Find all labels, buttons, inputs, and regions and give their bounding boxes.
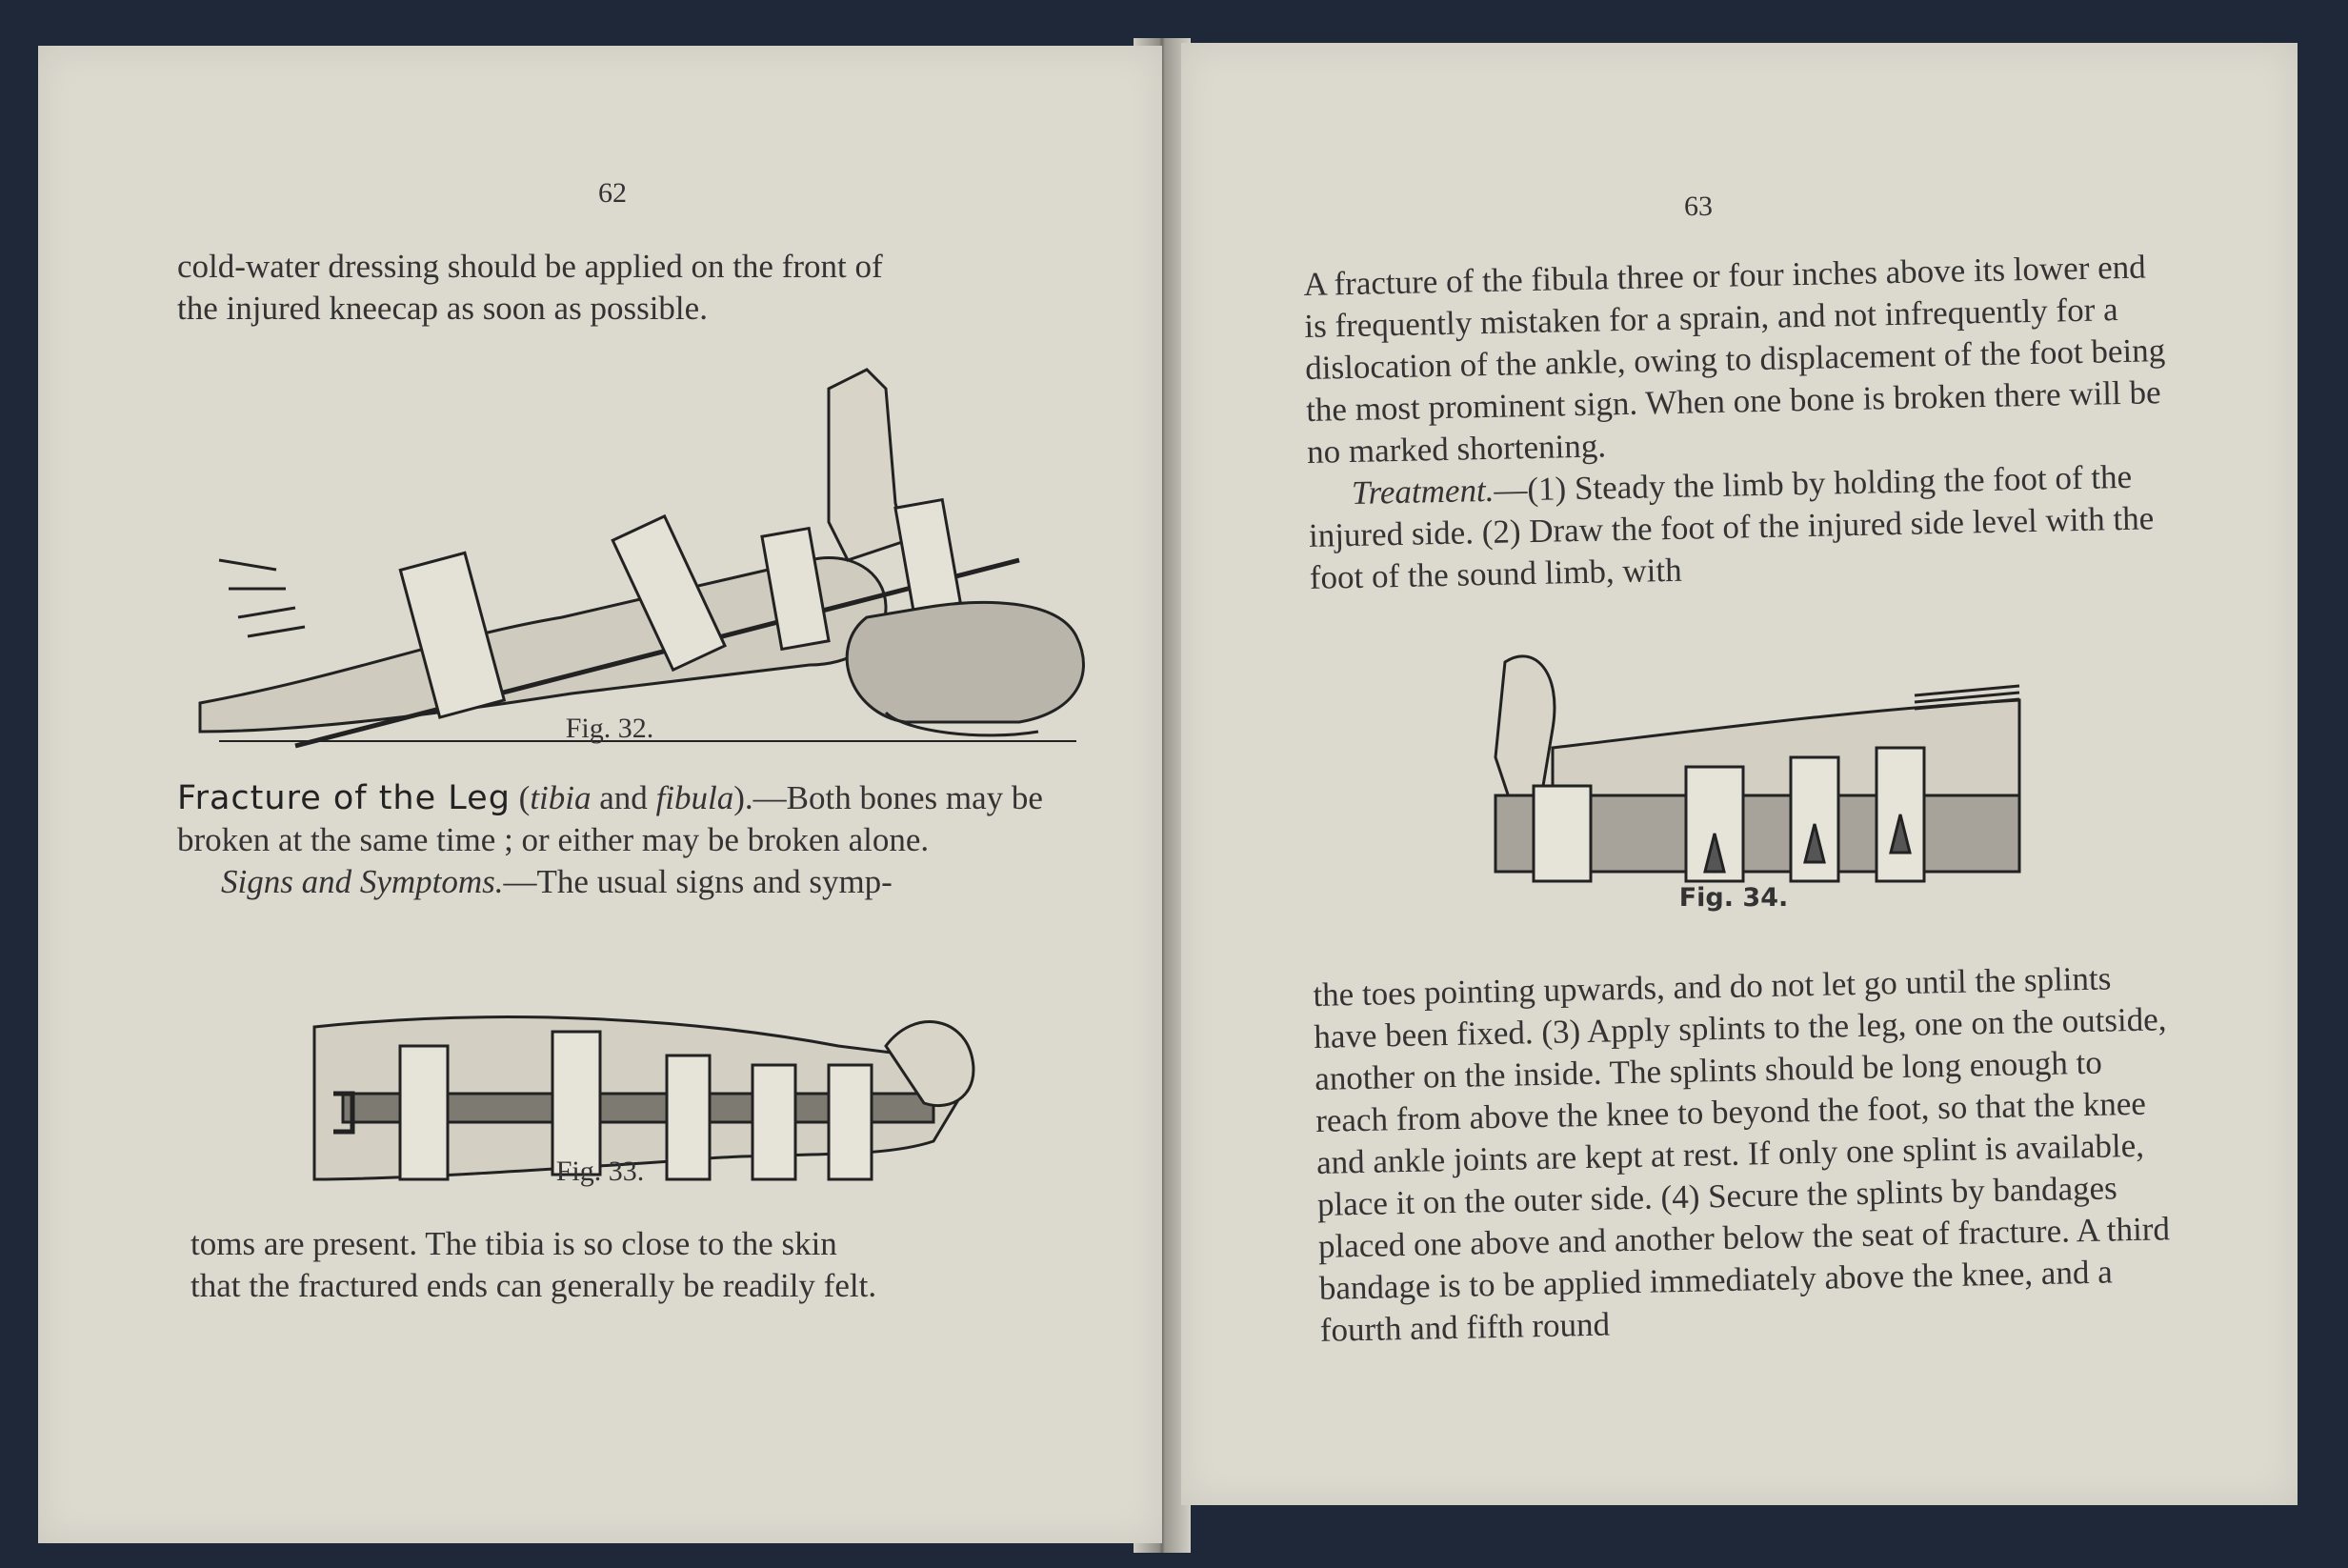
page-number-left: 62: [598, 177, 627, 209]
right-top-text: [1303, 246, 2177, 599]
leg-fracture-section: [177, 777, 1111, 903]
treatment-label: Treatment.: [1351, 471, 1495, 512]
left-page: [38, 46, 1162, 1543]
figure-33-caption: Fig. 33.: [555, 1156, 645, 1187]
heading-rest: ).—Both bones may be broken at the same time ; or either may be broken alone.: [177, 779, 1043, 858]
treatment-text: —(1) Steady the limb by holding the foot of the injured side. (2) Draw the foot of the injured side level with the foot of the sound limb, with: [1308, 457, 2155, 596]
left-intro-text: [177, 246, 1130, 330]
left-closing-text: [191, 1223, 1124, 1307]
figure-32-illustration: [162, 332, 1105, 751]
section-heading-fracture-leg: Fracture of the Leg: [177, 779, 511, 817]
right-bottom-text: [1313, 956, 2187, 1352]
figure-34-caption: Fig. 34.: [1678, 883, 1789, 913]
fibula-paragraph: A fracture of the fibula three or four inches above its lower end is frequently mistaken for a sprain, and not infrequently for a dislocation of the ankle, owing to displacement of the foot being the most prominent sign. When one bone is broken there will be no marked shortening.: [1303, 248, 2166, 471]
figure-34-illustration: [1476, 643, 2029, 900]
signs-symptoms-label: Signs and Symptoms.: [221, 863, 504, 900]
heading-tibia: tibia: [530, 779, 592, 816]
after-fig33-line-2: that the fractured ends can generally be readily felt.: [191, 1267, 877, 1304]
right-page: [1181, 43, 2298, 1505]
figure-32-caption: Fig. 32.: [565, 713, 654, 744]
intro-line-2: the injured kneecap as soon as possible.: [177, 290, 708, 327]
after-fig33-line-1: toms are present. The tibia is so close to the skin: [191, 1225, 837, 1262]
signs-symptoms-text: —The usual signs and symp-: [503, 863, 893, 900]
treatment-continued-paragraph: the toes pointing upwards, and do not let go until the splints have been fixed. (3) Apply splints to the leg, one on the outside, another on the inside. The splints should be long enough to reach from above the knee to beyond the foot, so that the knee and ankle joints are kept at rest. If only one splint is available, place it on the outer side. (4) Secure the splints by bandages placed one above and another below the seat of fracture. A third bandage is to be applied immediately above the knee, and a fourth and fifth round: [1313, 959, 2171, 1349]
heading-fibula: fibula: [655, 779, 734, 816]
intro-line-1: cold-water dressing should be applied on the front of: [177, 248, 883, 285]
heading-and: and: [591, 779, 656, 816]
page-number-right: 63: [1684, 191, 1713, 222]
heading-paren-open: (: [510, 779, 531, 816]
